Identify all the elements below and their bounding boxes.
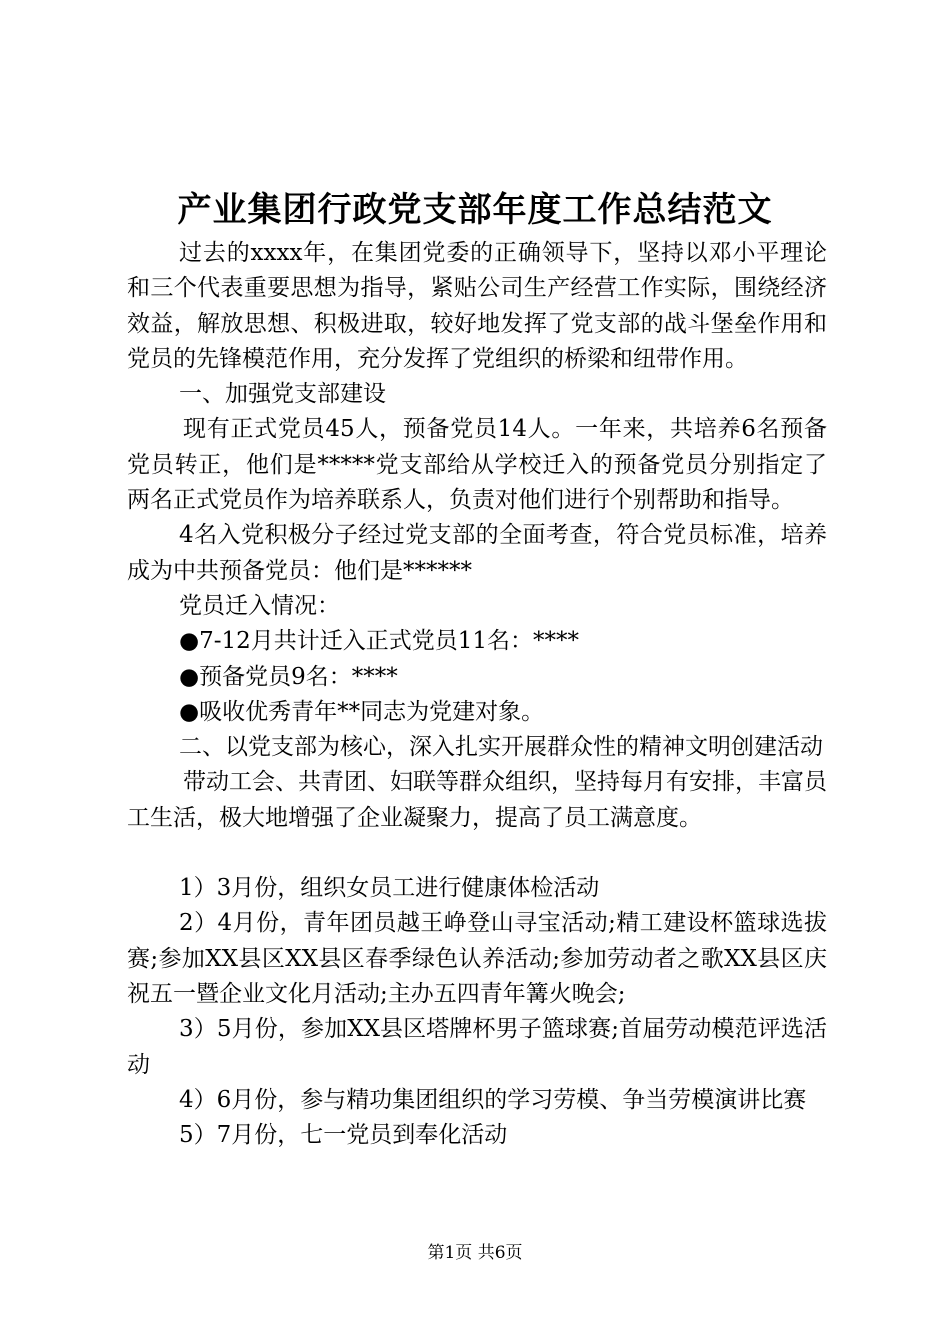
- paragraph-transfer-heading: 党员迁入情况：: [179, 592, 340, 619]
- document-body: [127, 236, 827, 1153]
- blank-line: [127, 836, 827, 871]
- bullet-item: ●7-12月共计迁入正式党员11名：****: [179, 628, 580, 655]
- section-heading-1: 一、加强党支部建设: [179, 381, 386, 408]
- paragraph-mass-organizations: 带动工会、共青团、妇联等群众组织，坚持每月有安排，丰富员工生活，极大地增强了企业凝聚力，提高了员工满意度。: [127, 769, 827, 831]
- activity-item: 1）3月份，组织女员工进行健康体检活动: [179, 875, 600, 902]
- paragraph-party-members: 现有正式党员45人，预备党员14人。一年来，共培养6名预备党员转正，他们是*****党支部给从学校迁入的预备党员分别指定了两名正式党员作为培养联系人，负责对他们进行个别帮助和指导。: [127, 416, 827, 514]
- activity-item: 4）6月份，参与精功集团组织的学习劳模、争当劳模演讲比赛: [179, 1086, 807, 1113]
- activity-item: 2）4月份，青年团员越王峥登山寻宝活动;精工建设杯篮球选拔赛;参加XX县区XX县区春季绿色认养活动;参加劳动者之歌XX县区庆祝五一暨企业文化月活动;主办五四青年篝火晚会;: [127, 910, 827, 1007]
- page-number-footer: 第1页 共6页: [427, 1243, 523, 1263]
- document-title: 产业集团行政党支部年度工作总结范文: [177, 190, 773, 230]
- paragraph-activists: 4名入党积极分子经过党支部的全面考查，符合党员标准，培养成为中共预备党员：他们是******: [127, 522, 827, 584]
- paragraph-intro: 过去的xxxx年，在集团党委的正确领导下，坚持以邓小平理论和三个代表重要思想为指导，紧贴公司生产经营工作实际，围绕经济效益，解放思想、积极进取，较好地发挥了党支部的战斗堡垒作用和党员的先锋模范作用，充分发挥了党组织的桥梁和纽带作用。: [127, 240, 827, 372]
- activity-item: 3）5月份，参加XX县区塔牌杯男子篮球赛;首届劳动模范评选活动: [127, 1016, 827, 1078]
- bullet-item: ●预备党员9名：****: [179, 663, 398, 690]
- section-heading-2: 二、以党支部为核心，深入扎实开展群众性的精神文明创建活动: [179, 734, 823, 761]
- activity-item: 5）7月份，七一党员到奉化活动: [179, 1122, 508, 1149]
- bullet-item: ●吸收优秀青年**同志为党建对象。: [179, 698, 545, 725]
